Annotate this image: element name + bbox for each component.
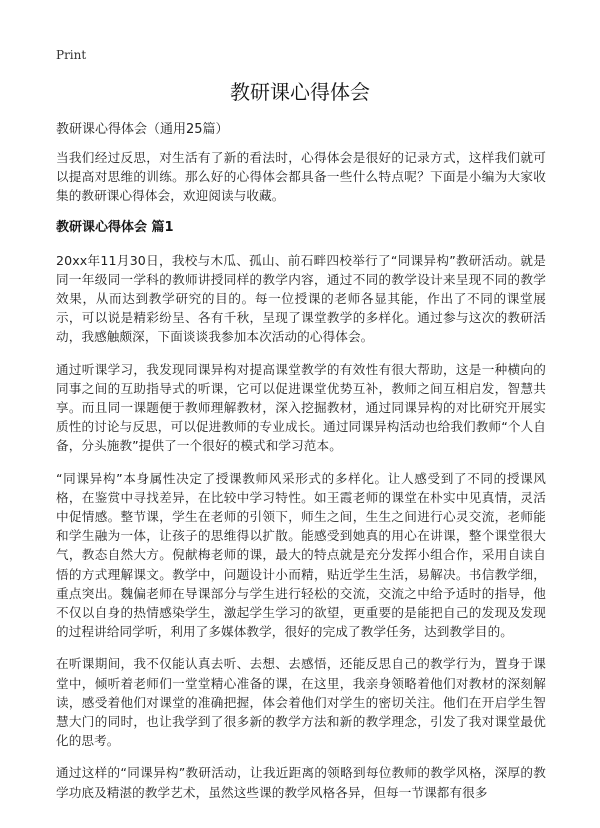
print-link[interactable]: Print bbox=[56, 48, 87, 62]
body-paragraph: 通过听课学习，我发现同课异构对提高课堂教学的有效性有很大帮助，这是一种横向的同事之间的互助指导式的听课，它可以促进课堂优势互补，教师之间互相启发，智慧共享。而且同一课题便于教师理解教材，深入挖掘教材，通过同课异构的对比研究开展实质性的讨论与反思，可以促进教师的专业成长。通过同课异构活动也给我们教师“个人自备，分头施教”提供了一个很好的模式和学习范本。 bbox=[56, 361, 546, 454]
body-paragraph: “同课异构”本身属性决定了授课教师风采形式的多样化。让人感受到了不同的授课风格，在鉴赏中寻找差异，在比较中学习特性。如王霞老师的课堂在朴实中见真情，灵活中促情感。整节课，学生在老师的引领下，师生之间，生生之间进行心灵交流，老师能和学生融为一体，让孩子的思维得以扩散。能感受到她真的用心在讲课，整个课堂很大气，教态自然大方。倪献梅老师的课，最大的特点就是充分发挥小组合作，采用自读自悟的方式理解课文。教学中，问题设计小而精，贴近学生生活，易解决。书信教学细，重点突出。魏偏老师在导课部分与学生进行轻松的交流，交流之中给予适时的指导，他不仅以自身的热情感染学生，激起学生学习的欲望，更重要的是能把自己的发现及发现的过程讲给同学听，利用了多媒体教学，很好的完成了教学任务，达到教学目的。 bbox=[56, 470, 546, 640]
body-paragraph: 通过这样的“同课异构”教研活动，让我近距离的领略到每位教师的教学风格，深厚的教学功底及精湛的教学艺术，虽然这些课的教学风格各异，但每一节课都有很多 bbox=[56, 765, 546, 800]
intro-paragraph: 当我们经过反思，对生活有了新的看法时，心得体会是很好的记录方式，这样我们就可以提高对思维的训练。那么好的心得体会都具备一些什么特点呢？下面是小编为大家收集的教研课心得体会，欢迎阅读与收藏。 bbox=[56, 150, 546, 204]
body-paragraph: 在听课期间，我不仅能认真去听、去想、去感悟，还能反思自己的教学行为，置身于课堂中，倾听着老师们一堂堂精心准备的课，在这里，我亲身领略着他们对教材的深刻解读，感受着他们对课堂的准确把握，体会着他们对学生的密切关注。他们在开启学生智慧大门的同时，也让我学到了很多新的教学方法和新的教学理念，引发了我对课堂最优化的思考。 bbox=[56, 656, 546, 749]
section-heading: 教研课心得体会 篇1 bbox=[56, 219, 174, 235]
document-subtitle: 教研课心得体会（通用25篇） bbox=[56, 122, 229, 137]
page-title: 教研课心得体会 bbox=[230, 80, 370, 104]
article-body bbox=[56, 148, 546, 815]
body-paragraph: 20xx年11月30日，我校与木瓜、孤山、前石畔四校举行了“同课异构”教研活动。就是同一年级同一学科的教师讲授同样的教学内容，通过不同的教学设计来呈现不同的教学效果，从而达到教学研究的目的。每一位授课的老师各显其能，作出了不同的课堂展示，可以说是精彩纷呈、各有千秋，呈现了课堂教学的多样化。通过参与这次的教研活动，我感触颇深，下面谈谈我参加本次活动的心得体会。 bbox=[56, 252, 546, 345]
